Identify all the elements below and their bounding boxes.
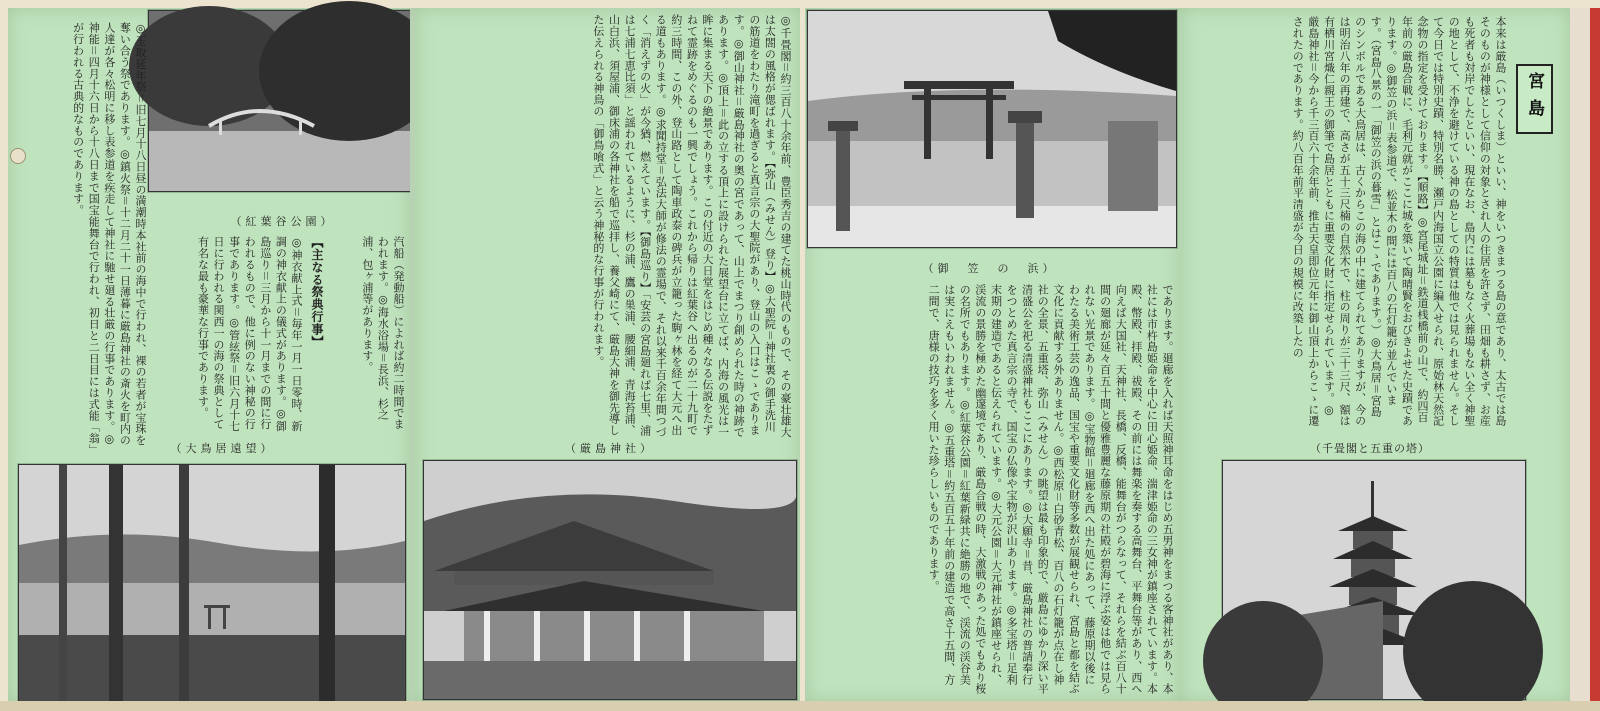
senjokaku-pagoda-photo [1222, 460, 1526, 700]
punch-hole [10, 148, 26, 164]
festival-heading: 【主なる祭典行事】 [310, 236, 324, 348]
brochure-panel-3 [415, 8, 800, 702]
festival-text-block: ◎玉取延年祭＝旧七月十八日昼の満潮時本社前の海中で行われ、裸の若者が宝珠を奪い合う祭であります。◎鎮火祭＝十二月二十一日薄暮に厳島神社の斎火を町内の人達が各々松明に移し表参道を疾走して神社に馳せ廻る壮厳の行事であります。◎神能＝四月十六日から十八日まで国宝能舞台で行われ、初日と二日目には式能「翁」が行われる古典的なものであります。 [71, 22, 147, 450]
otorii-caption: （大鳥居遠望） [170, 442, 276, 455]
mikasa-beach-caption: （御 笠 の 浜） [922, 262, 1058, 275]
shrine-guide-text-block: であります。廻廊を入れば天照神耳命をはじめ五男神をまつる客神社があり、本社には市杵島姫命を中心に田心姫命、湍津姫命の三女神が鎮座されています。本殿、幣殿、拝殿、祓殿、その前には舞楽を奏する高舞台、平舞台等があり、西へ向えば大国社、天神社、長橋、反橋、能舞台がつらなって、それらを結ぶ百八十間の廻廊が延々百五十間と優雅豊麗な藤原期の社殿が碧海に浮ぶ姿は他では見られない光景であります。◎宝物館＝廻廊を西へ出た処にあって、藤原期以後にわたる美術工芸の逸品、国宝や重要文化財等多数が展観せられ、宮島と都を結ぶ文化に貢献する外ありません。◎西松原＝白砂青松、百八の石灯籠が点在し神社の全景、五重塔、弥山（みせん）の眺望は最も印象的で、厳島にゆかり深い平清盛公を祀る清盛神社もここにあります。◎大願寺＝昔、厳島神社の普請奉行をつとめた真言宗の寺で、国宝の仏像や宝物が沢山あります。◎多宝塔＝足利末期の建造であると伝えられています。◎大元公園＝大元神社が鎮座せられ、渓流の景勝を極めた幽邃境であり、厳島合戦の時、大激戦のあった処でもあり桜の名所でもあります。◎紅葉谷公園＝紅葉新緑共に絶勝の地で、渓流の渓谷美は実にえもいわれません。◎五重塔＝約五百五十年前の建造で高さ十五間、方二間で、唐様の技巧を多く用いた珍らしいものであります。 [927, 284, 1174, 695]
brochure-panel-5 [1180, 8, 1570, 702]
momijidani-caption: （紅葉谷公園） [230, 215, 336, 228]
mikasa-beach-photo [807, 10, 1177, 248]
brochure-panel-4 [805, 8, 1180, 702]
panel-edge-red [1570, 8, 1600, 702]
itsukushima-shrine-photo [423, 460, 797, 700]
red-cover-edge [1590, 8, 1600, 702]
pagoda-caption: （千畳閣と五重の塔） [1310, 442, 1430, 455]
itsukushima-shrine-caption: （厳島神社） [565, 442, 655, 455]
misen-climb-text-block: ◎千畳閣＝約三百八十余年前、豊臣秀吉の建てた桃山時代のもので、その豪壮雄大は太閤の風格が偲ばれます。【弥山（みせん）登り】◎大聖院＝神社裏の御手洗川の筋道をわたり滝町を過ぎると真言宗の大聖院があり、登山の入口はこゝであります。◎御山神社＝厳島神社の奥の宮であって、山上でまつり創められた時の神跡であります。◎頂上＝此の立する頂上に設けられた展望台に立てば、内海の風光は一眸に集まる天下の絶景であります。この付近の大日堂をはじめ種々なる伝説をたずねて霊跡をめぐるのも一興でしょう。これから帰りは紅葉谷へ出るのが二十九町で約三時間、この外、登山路として陶車政泰の碑兵が立籠った駒ヶ林を経て大元へ出る道もあります。◎求聞持堂＝弘法大師が修法の霊場で、それ以来千百余年間つづく「消えずの火」が今猶、燃えています。【御島巡り】「安芸の宮島廻れば七里、浦は七浦七恵比須」と謡われているように、杉の浦、鷹の巣浦、腰細浦、青海苔浦、山白浜、須屋浦、御床浦の各神社を船で巡拝し、養父崎にて、厳島大神を御先導した伝えられる神鳥の「御鳥喰式」と云う神秘的な行事が行われます。 [591, 14, 792, 438]
miyajima-intro-text-block: 本来は厳島（いつくしま）といい、神をいつきまつる島の意であり、太古では島そのものが神様として信仰の対象とされ人の住居を許さず、田畑も耕さず、お産も死者も対岸でしたといい、現在なお、島内には墓もなく火葬場もない全く神聖の地として、不浄を避けている神の島としての特質は他では見られません。そして今日では特別史蹟、特別名勝、瀬戸内海国立公園に編入せられ、原始林天然記念物の指定を受けております。【順路】◎宮尾城址＝鉄道桟橋前の山で、約四百年前の厳島合戦に、毛利元就がここに城を築いて陶晴賢をおびきよせた史蹟であります。◎御笠の浜＝表参道で、松並木の間には百八の石灯籠が並んでいます。（宮島八景の一「御笠の浜の暮雪」とはこゝであります。）◎大鳥居＝宮島のシンボルである大鳥居は、古くからこの海の中に建てられてありますが、今のは明治八年の再建で、高さが五十三尺楠の自然木で、柱の周りが三十三尺、額は有栖川宮熾仁親王の御筆で島居とともに重要文化財に指定せられています。◎厳島神社＝今から千三百六十余年前、推古天皇即位元年に御山頂上からこゝに遷されたのであります。約八百年前平清盛が今日の規模に改築したの [1291, 16, 1507, 427]
table-surface [0, 701, 1600, 711]
steamship-text: 汽船（発動船）によれば約二時間でまわれます。◎海水浴場＝長浜、杉之浦、包ヶ浦等があります。 [360, 236, 405, 430]
miyajima-title: 宮島 [1516, 64, 1553, 134]
rites-text-block: ◎神衣献上式＝毎年一月一日零時、新調の神衣献上の儀式があります。◎御島巡り＝三月から十一月までの間に行われるもので、他に例のない神秘の行事であります。◎管絃祭＝旧六月十七日に行われる関西一の海の祭典として有名な最も豪華な行事であります。 [196, 236, 303, 432]
